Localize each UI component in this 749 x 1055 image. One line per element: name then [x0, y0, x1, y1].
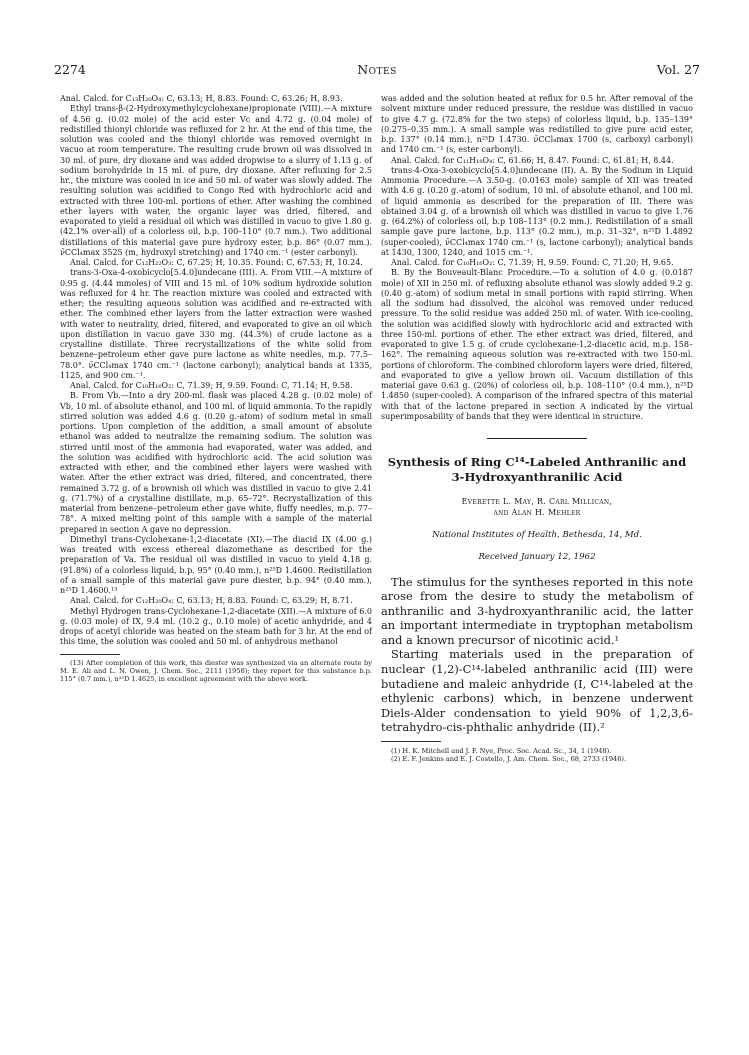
volume-label: Vol. 27: [656, 62, 700, 77]
references: [381, 747, 693, 763]
author-list: [381, 497, 693, 518]
intro-paragraph: Starting materials used in the preparation of nuclear (1,2)-C¹⁴-labeled anthranilic acid (III) were butadiene and maleic anhydride (I, C¹⁴-labeled at the ethylenic carbons) which, in benzene underwent Diels-Alder condensation to yield 90% of 1,2,3,6-tetrahydro-cis-phthalic anhydride (II).²: [381, 647, 693, 735]
body-paragraph: B. From Vb.—Into a dry 200-ml. flask was placed 4.28 g. (0.02 mole) of Vb, 10 ml. of absolute ethanol, and 100 ml. of liquid ammonia. To the rapidly stirred solution was added 4.6 g. (0.20 g.-atom) of sodium metal in small portions. Upon completion of the addition, a small amount of absolute ethanol was added to neutralize the remaining sodium. The solution was stirred until most of the ammonia had evaporated, water was added, and the solution was acidified with hydrochloric acid. The acid solution was extracted with ether, and the combined ether layers were washed with water. After the ether extract was dried, filtered, and concentrated, there remained 3.72 g. of a brownish oil which was distilled in vacuo to give 2.41 g. (71.7%) of a crystalline distillate, m.p. 65–72°. Recrystallization of this material from benzene–petroleum ether gave white, fluffy needles, m.p. 77–78°. A mixed melting point of this sample with a sample of the material prepared in section A gave no depression.: [60, 391, 372, 534]
body-paragraph: B. By the Bouveault-Blanc Procedure.—To a solution of 4.0 g. (0.0187 mole) of XII in 250 ml. of refluxing absolute ethanol was slowly added 9.2 g. (0.40 g.-atom) of sodium metal in small portions with rapid stirring. When all the sodium had dissolved, the alcohol was removed under reduced pressure. To the solid residue was added 250 ml. of water. With ice-cooling, the solution was acidified slowly with hydrochloric acid and extracted with three 150-ml. portions of ether. The ether extract was dried, filtered, and evaporated to give 1.5 g. of crude cyclohexane-1,2-diacetic acid, m.p. 158–162°. The remaining aqueous solution was re-extracted with two 150-ml. portions of chloroform. The combined chloroform layers were dried, filtered, and evaporated to give a yellow brown oil. Vacuum distillation of this material gave 0.63 g. (20%) of colorless oil, b.p. 108–110° (0.4 mm.), n²⁵D 1.4850 (super-cooled). A comparison of the infrared spectra of this material with that of the lactone prepared in section A indicated by the virtual superimposability of bands that they were identical in structure.: [381, 268, 693, 421]
footnote-rule: [60, 654, 120, 655]
authors-line: and Alan H. Mehler: [493, 507, 581, 517]
received-date: Received January 12, 1962: [478, 552, 596, 563]
article-title: Synthesis of Ring C¹⁴-Labeled Anthranilic and 3-Hydroxyanthranilic Acid: [387, 455, 687, 484]
right-column: [381, 94, 693, 763]
body-paragraph: Anal. Calcd. for C₁₂H₂₀O₄: C, 63.13; H, 8.83. Found: C, 63.29; H, 8.71.: [70, 596, 353, 606]
footnote-rule: [381, 741, 441, 742]
body-paragraph: Methyl Hydrogen trans-Cyclohexane-1,2-diacetate (XII).—A mixture of 6.0 g. (0.03 mole) of IX, 9.4 ml. (10.2 g., 0.10 mole) of acetic anhydride, and 4 drops of acetyl chloride was heated on the steam bath for 3 hr. At the end of this time, the solution was cooled and 50 ml. of anhydrous methanol: [60, 606, 372, 647]
page-number: 2274: [54, 62, 86, 77]
footnote: (2) E. F. Jenkins and E. J. Costello, J. Am. Chem. Soc., 68, 2733 (1946).: [391, 755, 627, 764]
left-column: [60, 94, 372, 683]
page-header: [54, 62, 700, 80]
footnote: (1) H. K. Mitchell and J. F. Nye, Proc. Soc. Acad. Sc., 34, 1 (1948).: [391, 747, 612, 756]
body-paragraph: trans-4-Oxa-3-oxobicyclo[5.4.0]undecane (II). A. By the Sodium in Liquid Ammonia Procedure.—A 3.50-g. (0.0163 mole) sample of XII was treated with 4.6 g. (0.20 g.-atom) of sodium, 10 ml. of absolute ethanol, and 100 ml. of liquid ammonia as described for the preparation of III. There was obtained 3.04 g. of a brownish oil which was distilled in vacuo to give 1.76 g. (64.2%) of colorless oil, b.p 108–113° (0.2 mm.). Redistillation of a small sample gave pure lactone, b.p. 113° (0.2 mm.), m.p. 31–32°, n²⁵D 1.4892 (super-cooled), ν̄CCl₄max 1740 cm.⁻¹ (s, lactone carbonyl); analytical bands at 1430, 1300, 1240, and 1015 cm.⁻¹.: [381, 165, 693, 257]
running-title: Notes: [357, 62, 397, 77]
body-paragraph: Anal. Calcd. for C₁₂H₂₂O₃: C, 67.25; H, 10.35. Found: C, 67.53; H, 10.24.: [70, 258, 363, 267]
body-paragraph: Anal. Calcd. for C₁₀H₁₆O₂: C, 71.39; H, 9.59. Found: C, 71.14; H, 9.58.: [70, 381, 353, 390]
body-paragraph: Anal. Calcd. for C₁₀H₁₆O₂: C, 71.39; H, 9.59. Found: C, 71.20; H, 9.65.: [391, 258, 674, 267]
section-divider: [487, 438, 587, 439]
footnote: (13) After completion of this work, this diester was synthesized via an alternate route by M. E. Ali and L. N. Owen, J. Chem. Soc., 2111 (1958); they report for this substance b.p. 115° (0.7 mm.), n²⁵D 1.4625, in excellent agreement with the above work.: [60, 658, 372, 683]
body-paragraph: Anal. Calcd. for C₁₁H₁₈O₄: C, 61.66; H, 8.47. Found: C, 61.81; H, 8.44.: [391, 155, 674, 165]
authors-line: Everette L. May, R. Carl Millican,: [461, 497, 613, 506]
body-paragraph: Anal. Calcd. for C₁₃H₂₀O₄: C, 63.13; H, 8.83. Found: C, 63.26; H, 8.93.: [60, 94, 343, 103]
body-paragraph: Ethyl trans-β-(2-Hydroxymethylcyclohexane)propionate (VIII).—A mixture of 4.56 g. (0.02 mole) of the acid ester Vc and 4.72 g. (0.04 mole) of redistilled thionyl chloride was refluxed for 2 hr. At the end of this time, the solution was cooled and the thionyl chloride was removed overnight in vacuo at room temperature. The resulting crude brown oil was dissolved in 30 ml. of pure, dry dioxane and was added dropwise to a slurry of 1.13 g. of sodium borohydride in 15 ml. of pure, dry dioxane. After refluxing for 2.5 hr., the mixture was cooled in ice and 50 ml. of water was slowly added. The resulting solution was acidified to Congo Red with hydrochloric acid and extracted with three 100-ml. portions of ether. After washing the combined ether layers with water, the organic layer was dried, filtered, and evaporated to yield a residual oil which was distilled in vacuo to give 1.80 g. (42.1% over-all) of a colorless oil, b.p. 100–110° (0.7 mm.). Two additional distillations of this material gave pure hydroxy ester, b.p. 86° (0.07 mm.). ν̄CCl₄max 3525 (m, hydroxyl stretching) and 1740 cm.⁻¹ (ester carbonyl).: [60, 104, 372, 257]
intro-paragraph: The stimulus for the syntheses reported in this note arose from the desire to study the metabolism of anthranilic and 3-hydroxyanthranilic acid, the latter an important intermediate in tryptophan metabolism and a known precursor of nicotinic acid.¹: [381, 574, 693, 647]
body-paragraph: trans-3-Oxa-4-oxobicyclo[5.4.0]undecane (III). A. From VIII.—A mixture of 0.95 g. (4.44 mmoles) of VIII and 15 ml. of 10% sodium hydroxide solution was refluxed for 4 hr. The reaction mixture was cooled and extracted with ether; the resulting aqueous solution was acidified and re-extracted with ether. The combined ether layers from the latter extraction were washed with water to neutrality, dried, filtered, and evaporated to give an oil which upon distillation in vacuo gave 330 mg. (44.3%) of crude lactone as a crystalline distillate. Three recrystallizations of the white solid from benzene–petroleum ether gave pure lactone as white needles, m.p. 77.5–78.0°. ν̄CCl₄max 1740 cm.⁻¹ (lactone carbonyl); analytical bands at 1335, 1125, and 900 cm.⁻¹.: [60, 268, 372, 380]
body-paragraph: was added and the solution heated at reflux for 0.5 hr. After removal of the solvent mixture under reduced pressure, the residue was distilled in vacuo to give 4.7 g. (72.8% for the two steps) of colorless liquid, b.p. 135–139° (0.275–0.35 mm.). A small sample was redistilled to give pure acid ester, b.p. 137° (0.14 mm.), n²⁵D 1.4730. ν̄CCl₄max 1700 (s, carboxyl carbonyl) and 1740 cm.⁻¹ (s, ester carbonyl).: [381, 94, 693, 155]
body-paragraph: Dimethyl trans-Cyclohexane-1,2-diacetate (XI).—The diacid IX (4.00 g.) was treated with excess ethereal diazomethane as described for the preparation of Va. The residual oil was distilled in vacuo to yield 4.18 g. (91.8%) of a colorless liquid, b.p. 95° (0.40 mm.), n²⁵D 1.4600. Redistillation of a small sample of this material gave pure diester, b.p. 94° (0.40 mm.), n²⁵D 1.4600.¹³: [60, 534, 372, 595]
affiliation: National Institutes of Health, Bethesda, 14, Md.: [432, 530, 642, 540]
